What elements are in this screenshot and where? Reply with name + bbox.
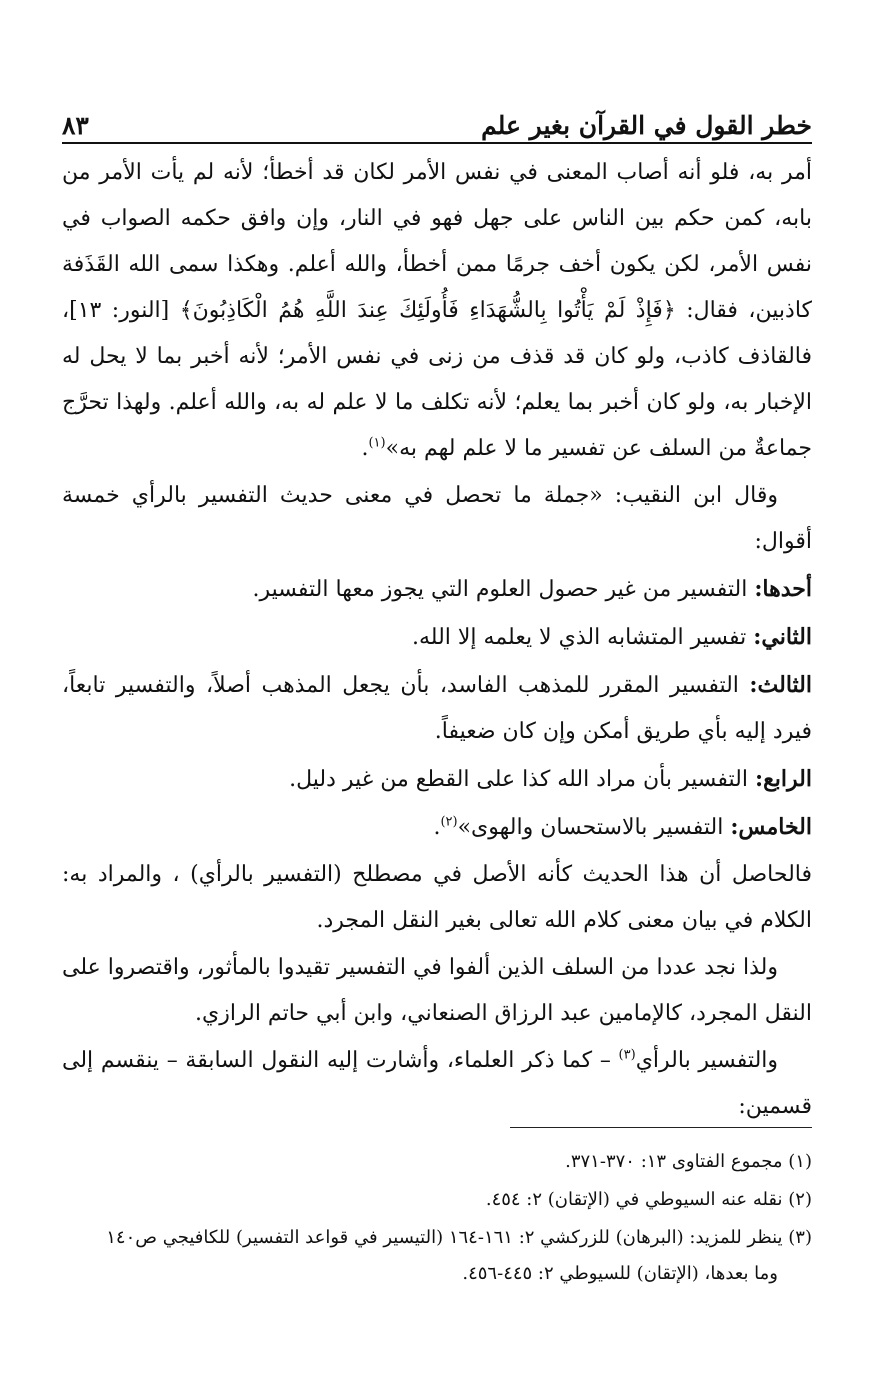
footnote-line: (٣) ينظر للمزيد: (البرهان) للزركشي ٢: ١٦١-١٦٤ (التيسير في قواعد التفسير) للكافيجي ص١٤٠	[106, 1227, 812, 1248]
list-item: الثاني: تفسير المتشابه الذي لا يعلمه إلا الله.	[412, 624, 812, 650]
paragraph-quote-intro: وقال ابن النقيب: «جملة ما تحصل في معنى حديث التفسير بالرأي خمسة أقوال:	[62, 483, 812, 554]
running-header	[62, 104, 812, 140]
footnotes	[62, 1142, 812, 1294]
footnote: (٢) نقله عنه السيوطي في (الإتقان) ٢: ٤٥٤.	[485, 1189, 812, 1210]
main-text	[62, 150, 812, 1131]
paragraph: ولذا نجد عددا من السلف الذين ألفوا في التفسير تقيدوا بالمأثور، واقتصروا على النقل المجرد، كالإمامين عبد الرزاق الصنعاني، وابن أبي حاتم الرازي.	[62, 955, 812, 1026]
item-label: الثاني:	[753, 624, 812, 650]
list-item: الرابع: التفسير بأن مراد الله كذا على القطع من غير دليل.	[289, 766, 812, 792]
footnote-separator	[510, 1127, 812, 1128]
running-title: خطر القول في القرآن بغير علم	[481, 111, 812, 140]
footnote-ref: (٢)	[440, 814, 458, 830]
paragraph: والتفسير بالرأي$^{(٣)}$ – كما ذكر العلماء، وأشارت إليه النقول السابقة – ينقسم إلى قسمين:	[62, 1047, 812, 1119]
paragraph-continuation: أمر به، فلو أنه أصاب المعنى في نفس الأمر لكان قد أخطأ؛ لأنه لم يأت الأمر من بابه، كمن حكم بين الناس على جهل فهو في النار، وإن وافق حكمه الصواب في نفس الأمر، لكن يكون أخف جرمًا ممن أخطأ، والله أعلم. وهكذا سمى الله القَذَفة كاذبين، فقال: ﴿فَإِذْ لَمْ يَأْتُوا بِالشُّهَدَاءِ فَأُولَئِكَ عِندَ اللَّهِ هُمُ الْكَاذِبُونَ﴾ [النور: ١٣]، فالقاذف كاذب، ولو كان قد قذف من زنى في نفس الأمر؛ لأنه أخبر بما لا يحل له الإخبار به، ولو كان أخبر بما يعلم؛ لأنه تكلف ما لا علم له به، والله أعلم. ولهذا تحرَّج جماعةٌ من السلف عن تفسير ما لا علم لهم به»$^{(١)}$.	[62, 160, 812, 461]
header-rule	[62, 142, 812, 144]
item-label: الثالث:	[749, 672, 812, 698]
footnote-ref: (١)	[368, 435, 386, 451]
footnote-ref: (٣)	[618, 1047, 636, 1063]
footnote	[62, 1220, 812, 1292]
list-item: الخامس: التفسير بالاستحسان والهوى»$^{(٢)}$.	[433, 814, 812, 840]
list-item: أحدها: التفسير من غير حصول العلوم التي يجوز معها التفسير.	[252, 576, 812, 602]
item-label: أحدها:	[754, 576, 812, 602]
page-number: ٨٣	[62, 111, 89, 140]
item-label: الخامس:	[730, 814, 812, 840]
paragraph: فالحاصل أن هذا الحديث كأنه الأصل في مصطلح (التفسير بالرأي) ، والمراد به: الكلام في بيان معنى كلام الله تعالى بغير النقل المجرد.	[62, 862, 812, 933]
list-item: الثالث: التفسير المقرر للمذهب الفاسد، بأن يجعل المذهب أصلاً، والتفسير تابعاً، فيرد إليه بأي طريق أمكن وإن كان ضعيفاً.	[62, 672, 812, 744]
footnote-line: وما بعدها، (الإتقان) للسيوطي ٢: ٤٤٥-٤٥٦.	[462, 1263, 778, 1284]
footnote: (١) مجموع الفتاوى ١٣: ٣٧٠-٣٧١.	[565, 1151, 812, 1172]
item-label: الرابع:	[754, 766, 812, 792]
